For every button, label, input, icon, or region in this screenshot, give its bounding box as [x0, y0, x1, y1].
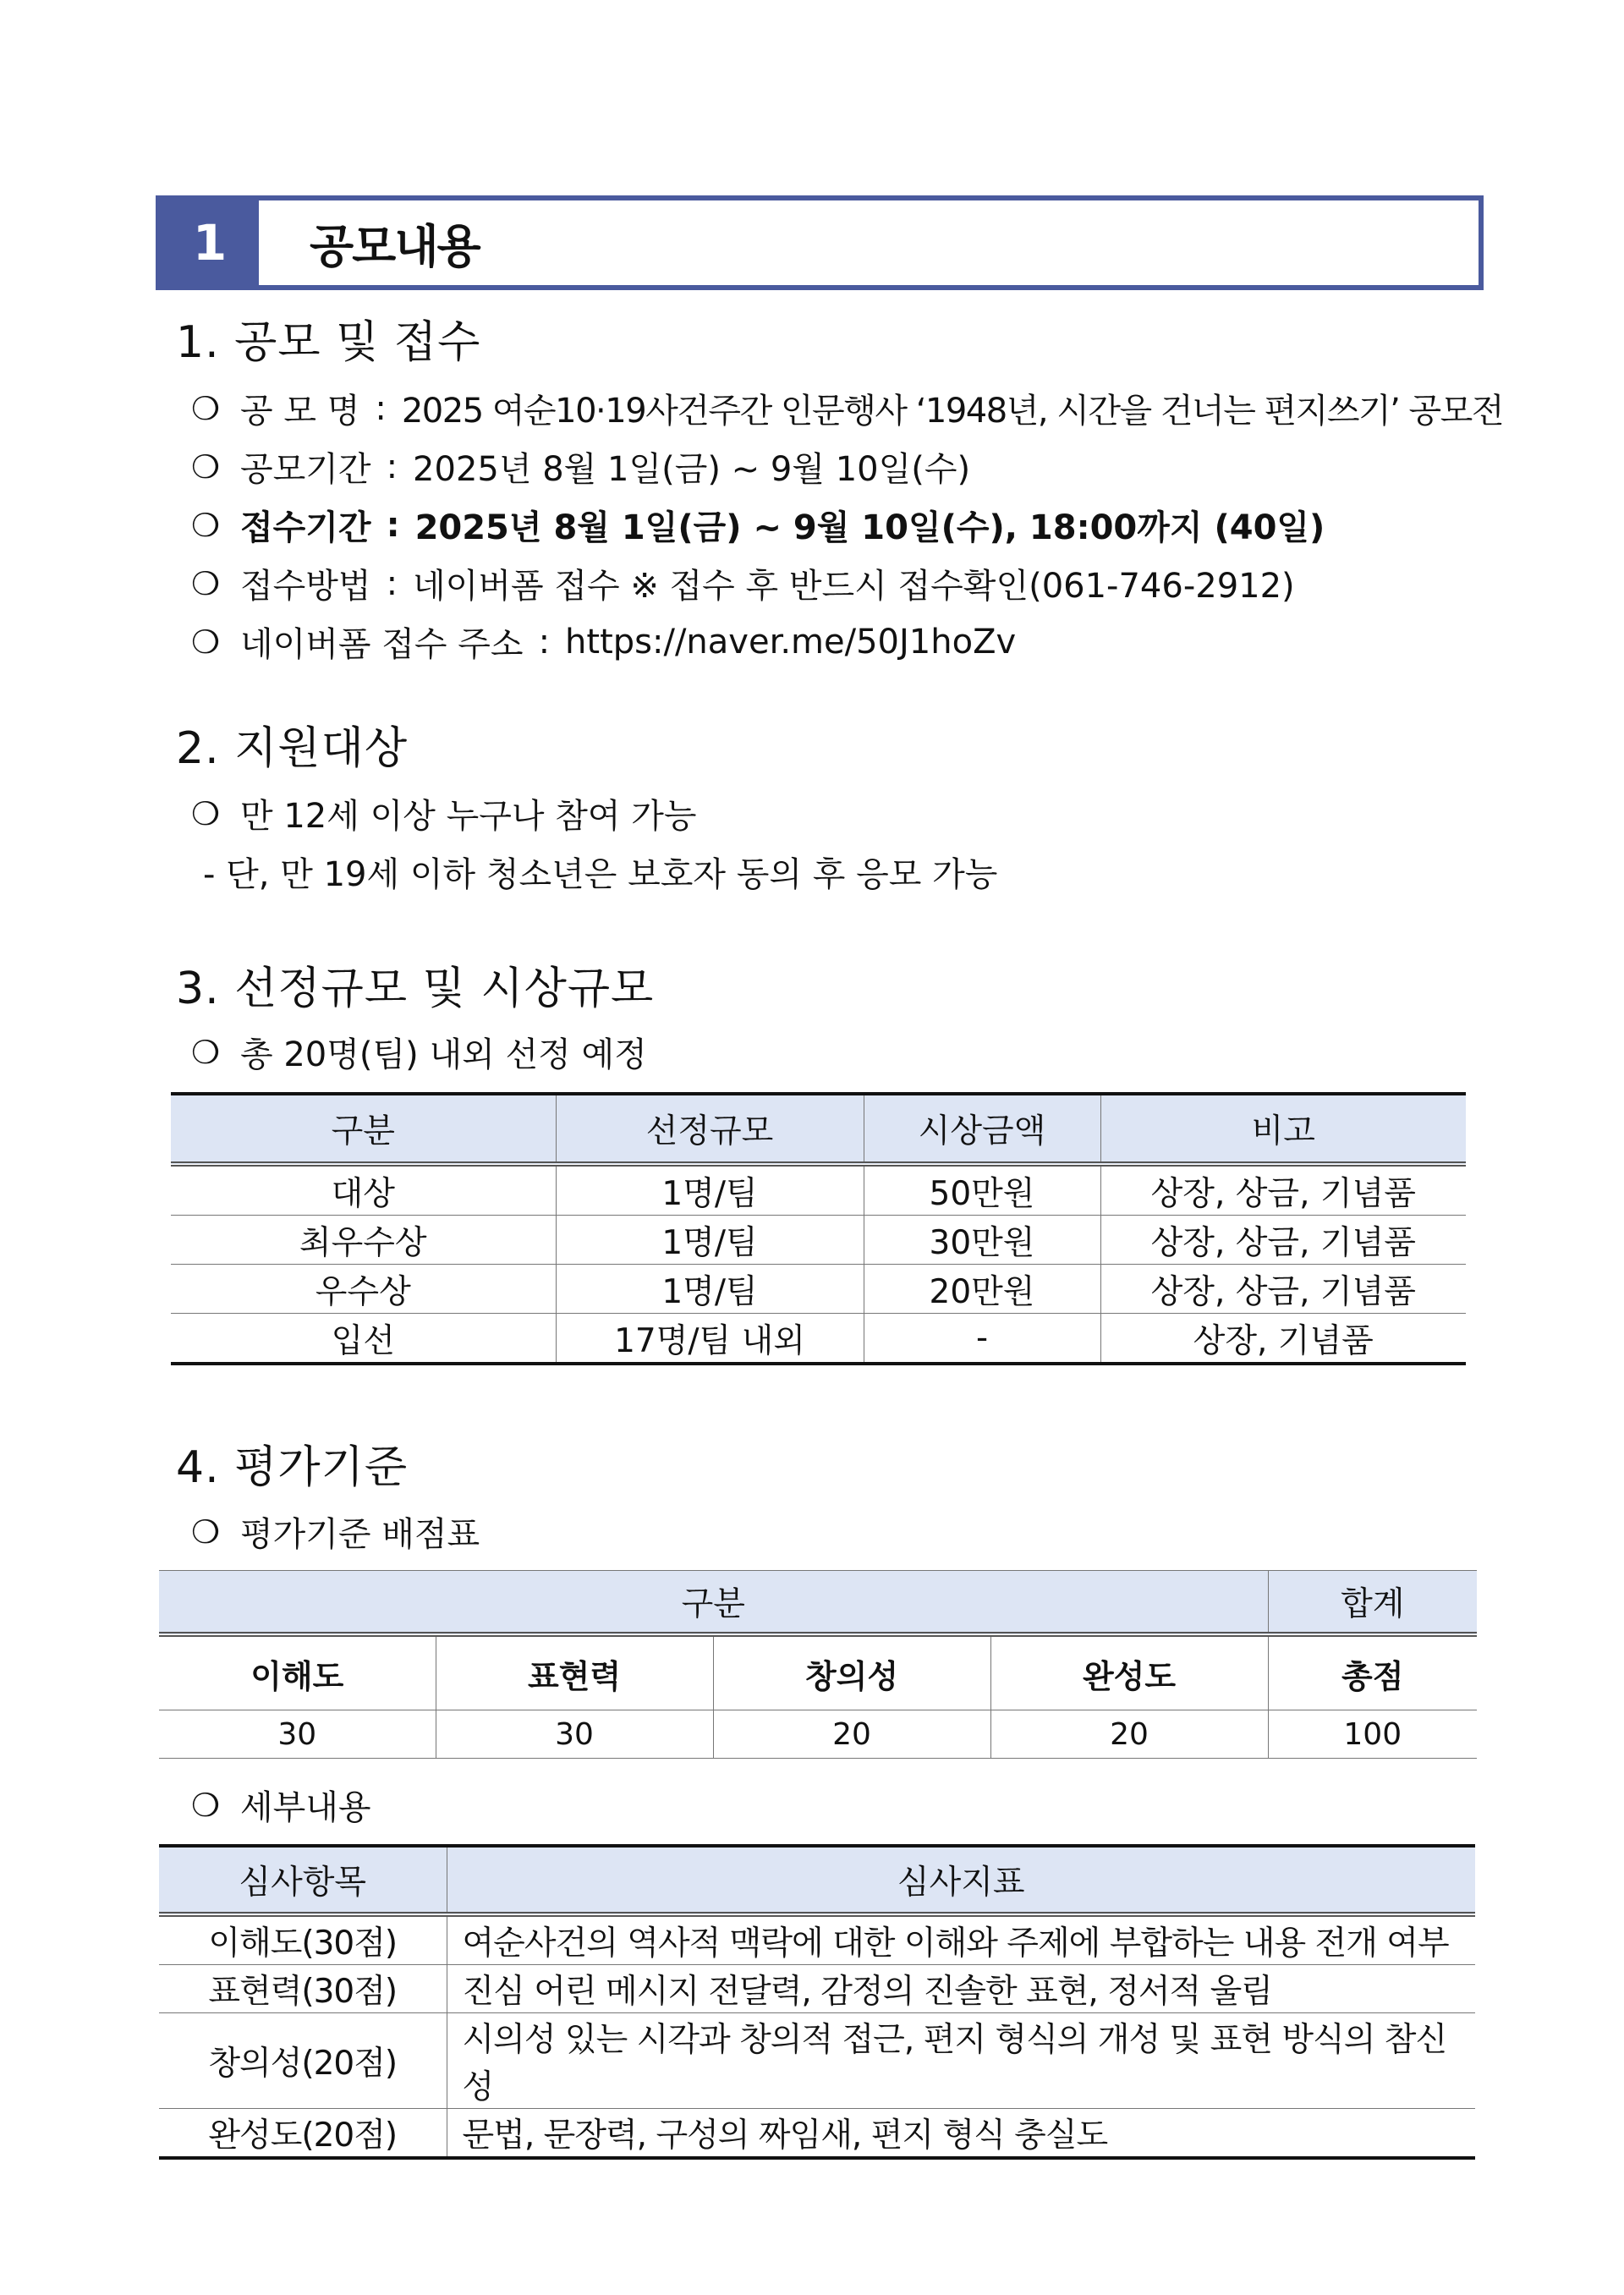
colon-separator: : [538, 622, 551, 662]
table-cell: 표현력 [436, 1634, 713, 1710]
table-header-row [159, 1571, 1477, 1635]
item-value: 네이버폼 접수 ※ 접수 후 반드시 접수확인(061-746-2912) [413, 567, 1295, 606]
circle-bullet-icon: ❍ [191, 1786, 221, 1824]
item-text: 평가기준 배점표 [240, 1515, 480, 1554]
item-label: 공모기간 [240, 450, 371, 489]
table-cell: 20만원 [864, 1265, 1100, 1314]
list-item [191, 1781, 371, 1829]
table-row [171, 1265, 1466, 1314]
table-row [159, 1634, 1477, 1710]
item-label: 네이버폼 접수 주소 [240, 625, 524, 664]
list-item [191, 1507, 480, 1556]
item-text: 총 20명(팀) 내외 선정 예정 [240, 1035, 647, 1074]
table-cell: 상장, 상금, 기념품 [1100, 1216, 1466, 1265]
table-header-cell: 합계 [1268, 1571, 1477, 1635]
table-cell: 완성도(20점) [159, 2109, 447, 2159]
item-label: 접수방법 [240, 567, 371, 606]
list-item [191, 559, 1295, 607]
circle-bullet-icon: ❍ [191, 794, 221, 832]
section-title: 공모내용 [310, 219, 480, 273]
table-cell: 입선 [171, 1314, 556, 1364]
table-cell: 1명/팀 [556, 1216, 864, 1265]
table-cell: 최우수상 [171, 1216, 556, 1265]
table-cell: 1명/팀 [556, 1265, 864, 1314]
item-link[interactable]: https://naver.me/50J1hoZv [565, 622, 1017, 662]
circle-bullet-icon: ❍ [191, 623, 221, 661]
table-header-cell: 구분 [159, 1571, 1268, 1635]
table-cell: 시의성 있는 시각과 창의적 접근, 편지 형식의 개성 및 표현 방식의 참신성 [447, 2013, 1475, 2109]
table-cell: 여순사건의 역사적 맥락에 대한 이해와 주제에 부합하는 내용 전개 여부 [447, 1914, 1475, 1965]
circle-bullet-icon: ❍ [191, 1033, 221, 1071]
item-label: 접수기간 [240, 508, 371, 547]
item-value: 2025년 8월 1일(금) ~ 9월 10일(수), 18:00까지 (40일) [414, 508, 1325, 547]
table-row [159, 1710, 1477, 1759]
table-header-cell: 선정규모 [556, 1094, 864, 1164]
item-text: 세부내용 [240, 1788, 371, 1827]
table-cell: - [864, 1314, 1100, 1364]
table-header-cell: 구분 [171, 1094, 556, 1164]
list-item [191, 384, 1503, 432]
table-row [171, 1314, 1466, 1364]
circle-bullet-icon: ❍ [191, 447, 221, 486]
table-row [171, 1216, 1466, 1265]
heading-eligibility: 2. 지원대상 [176, 723, 409, 774]
table-header-row [159, 1846, 1475, 1914]
circle-bullet-icon: ❍ [191, 389, 221, 427]
circle-bullet-icon: ❍ [191, 1513, 221, 1551]
table-header-cell: 비고 [1100, 1094, 1466, 1164]
heading-awards: 3. 선정규모 및 시상규모 [176, 964, 655, 1014]
table-cell: 완성도 [990, 1634, 1268, 1710]
table-cell: 100 [1343, 1716, 1402, 1752]
colon-separator: : [386, 563, 398, 603]
table-cell: 문법, 문장력, 구성의 짜임새, 편지 형식 충실도 [447, 2109, 1475, 2159]
sub-note: - 단, 만 19세 이하 청소년은 보호자 동의 후 응모 가능 [203, 855, 998, 894]
table-cell: 표현력(30점) [159, 1965, 447, 2013]
table-row [159, 1914, 1475, 1965]
table-cell: 50만원 [864, 1164, 1100, 1216]
table-header-cell: 시상금액 [864, 1094, 1100, 1164]
item-value: 2025년 8월 1일(금) ~ 9월 10일(수) [413, 450, 971, 489]
table-cell: 20 [990, 1710, 1268, 1759]
list-item [191, 442, 970, 491]
circle-bullet-icon: ❍ [191, 564, 221, 602]
table-cell: 20 [713, 1710, 990, 1759]
heading-contest-submission: 1. 공모 및 접수 [176, 317, 481, 368]
circle-bullet-icon: ❍ [191, 506, 221, 544]
colon-separator: : [386, 447, 398, 486]
item-label: 공 모 명 [240, 392, 360, 431]
table-cell: 30만원 [864, 1216, 1100, 1265]
colon-separator: : [375, 388, 387, 428]
heading-evaluation: 4. 평가기준 [176, 1442, 409, 1493]
table-cell: 이해도 [159, 1634, 436, 1710]
table-row [171, 1164, 1466, 1216]
table-cell: 30 [436, 1710, 713, 1759]
table-cell: 진심 어린 메시지 전달력, 감정의 진솔한 표현, 정서적 울림 [447, 1965, 1475, 2013]
table-header-cell: 심사지표 [447, 1846, 1475, 1914]
list-item [191, 789, 697, 837]
table-cell: 총점 [1268, 1634, 1477, 1710]
score-table [159, 1570, 1477, 1759]
section-header [156, 195, 1484, 290]
table-header-row [171, 1094, 1466, 1164]
awards-table [171, 1092, 1466, 1365]
table-row [159, 2109, 1475, 2159]
table-cell: 17명/팀 내외 [556, 1314, 864, 1364]
item-value: 2025 여순10·19사건주간 인문행사 ‘1948년, 시간을 건너는 편지쓰기’ 공모전 [401, 392, 1503, 431]
colon-separator: : [386, 505, 400, 545]
table-cell: 이해도(30점) [159, 1914, 447, 1965]
table-cell: 1명/팀 [556, 1164, 864, 1216]
table-cell: 우수상 [171, 1265, 556, 1314]
table-row [159, 1965, 1475, 2013]
table-cell: 상장, 상금, 기념품 [1100, 1164, 1466, 1216]
table-cell: 상장, 기념품 [1100, 1314, 1466, 1364]
table-header-cell: 심사항목 [159, 1846, 447, 1914]
list-item [191, 618, 1016, 666]
table-cell: 창의성 [713, 1634, 990, 1710]
table-cell: 창의성(20점) [159, 2013, 447, 2109]
detail-table [159, 1844, 1475, 2160]
table-row [159, 2013, 1475, 2109]
table-cell: 대상 [171, 1164, 556, 1216]
list-item [191, 501, 1325, 549]
section-number: 1 [161, 200, 259, 285]
list-item [191, 1028, 647, 1076]
item-text: 만 12세 이상 누구나 참여 가능 [240, 797, 697, 836]
table-cell: 30 [159, 1710, 436, 1759]
table-cell: 상장, 상금, 기념품 [1100, 1265, 1466, 1314]
